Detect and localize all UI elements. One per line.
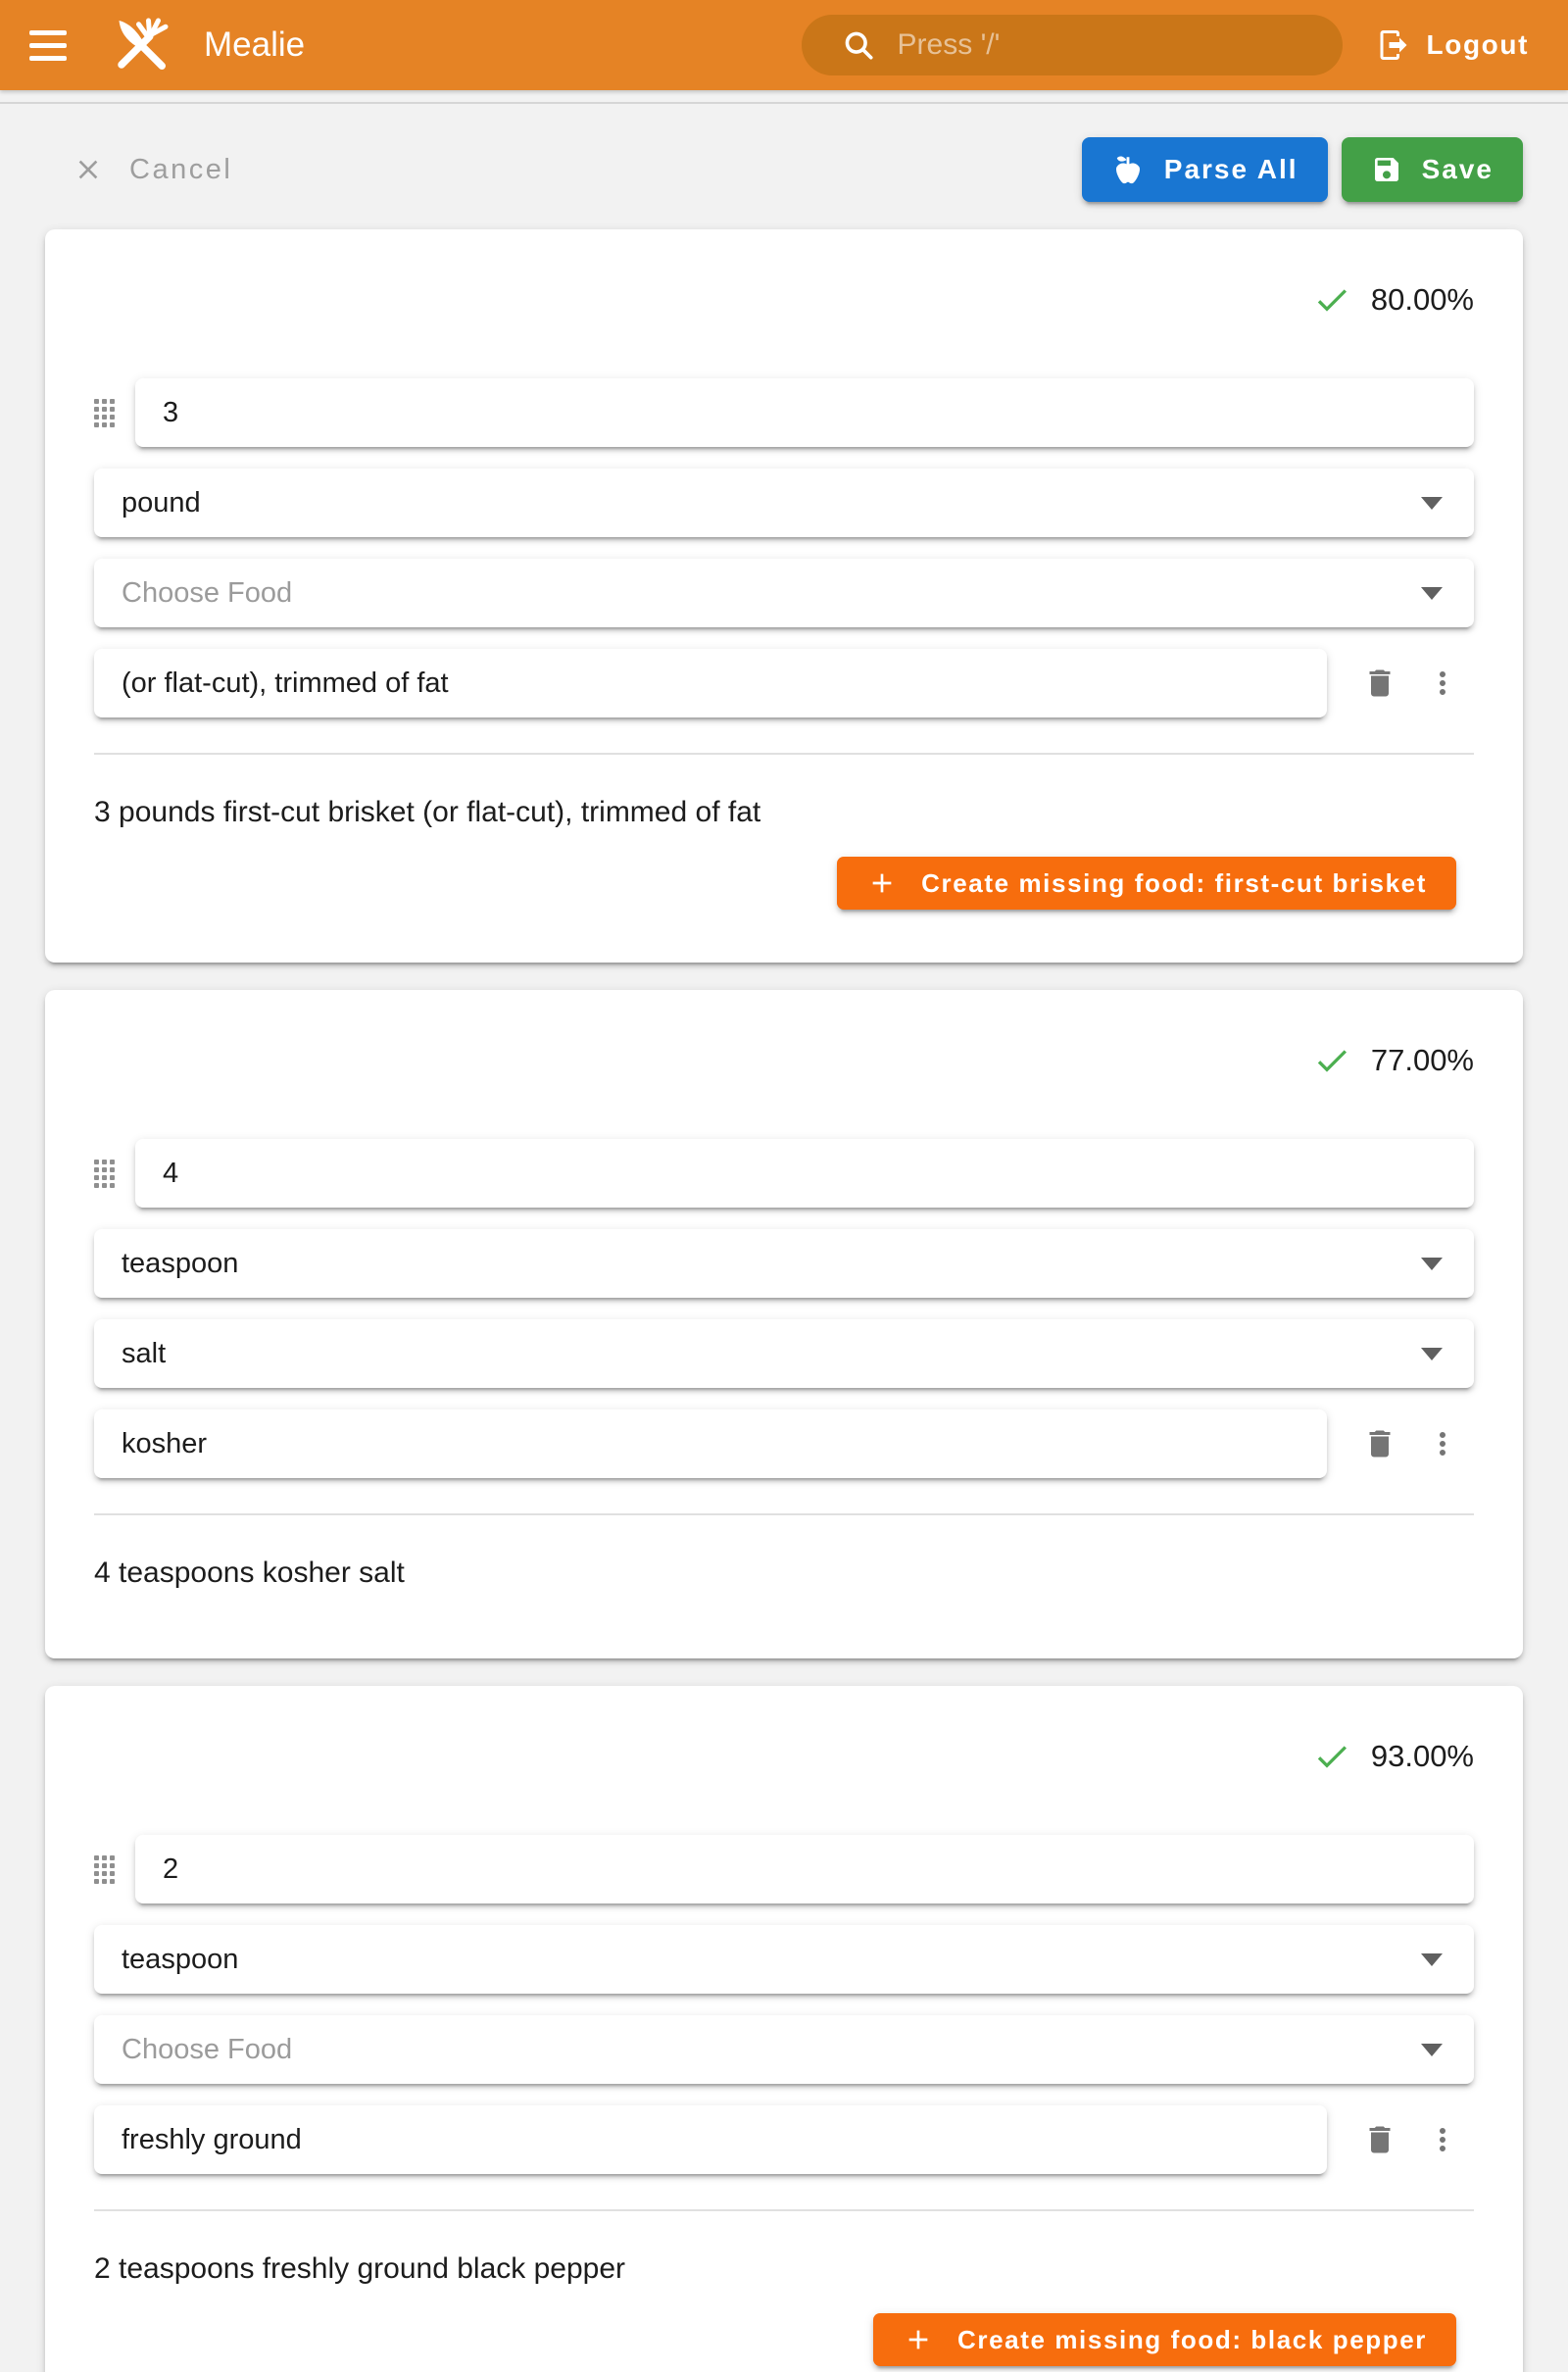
chevron-down-icon: [1421, 2044, 1443, 2056]
quantity-input[interactable]: [163, 1158, 1446, 1190]
unit-select[interactable]: [94, 1925, 1474, 1994]
unit-value: teaspoon: [122, 1943, 239, 1975]
parse-all-label: Parse All: [1163, 154, 1298, 184]
chevron-down-icon: [1421, 497, 1443, 510]
plus-icon: [903, 2324, 934, 2355]
food-placeholder: Choose Food: [122, 2033, 293, 2065]
kebab-menu-icon: [1425, 1426, 1460, 1461]
unit-select[interactable]: [94, 469, 1474, 537]
plus-icon: [866, 867, 898, 899]
logout-button[interactable]: [1376, 27, 1529, 63]
note-field-wrap: [94, 1409, 1327, 1478]
ingredient-card: [45, 1686, 1523, 2372]
unit-value: pound: [122, 486, 201, 519]
more-options-button[interactable]: [1411, 1426, 1474, 1461]
mealie-logo-icon: [112, 16, 171, 74]
unit-value: teaspoon: [122, 1247, 239, 1279]
confidence-value: 77.00%: [1370, 1043, 1474, 1077]
confidence-value: 80.00%: [1370, 282, 1474, 317]
note-field-wrap: [94, 649, 1327, 717]
delete-ingredient-button[interactable]: [1348, 2122, 1411, 2157]
logout-icon: [1376, 27, 1411, 63]
drag-handle-icon[interactable]: [94, 399, 114, 427]
save-label: Save: [1421, 154, 1494, 184]
ingredient-card: [45, 229, 1523, 963]
more-options-button[interactable]: [1411, 666, 1474, 701]
confidence-check-icon: [1312, 1737, 1351, 1776]
logout-label: Logout: [1426, 29, 1529, 60]
more-options-button[interactable]: [1411, 2122, 1474, 2157]
app-bar: [0, 0, 1568, 90]
note-input[interactable]: [122, 1428, 1299, 1460]
drag-handle-icon[interactable]: [94, 1855, 114, 1884]
card-divider: [94, 753, 1474, 755]
note-input[interactable]: [122, 2124, 1299, 2156]
card-divider: [94, 1513, 1474, 1515]
chevron-down-icon: [1421, 1953, 1443, 1966]
apple-icon: [1111, 153, 1145, 186]
trash-icon: [1362, 666, 1397, 701]
close-icon: [73, 154, 104, 185]
create-missing-food-button[interactable]: [873, 2313, 1456, 2366]
confidence-check-icon: [1312, 280, 1351, 320]
trash-icon: [1362, 2122, 1397, 2157]
original-ingredient-text: 3 pounds first-cut brisket (or flat-cut), trimmed of fat: [94, 796, 761, 828]
original-ingredient-text: 4 teaspoons kosher salt: [94, 1557, 405, 1589]
save-button[interactable]: [1342, 137, 1523, 202]
food-value: salt: [122, 1337, 167, 1369]
chevron-down-icon: [1421, 1258, 1443, 1270]
parser-toolbar: [45, 137, 1523, 202]
chevron-down-icon: [1421, 587, 1443, 600]
trash-icon: [1362, 1426, 1397, 1461]
create-missing-food-button[interactable]: [837, 857, 1456, 910]
kebab-menu-icon: [1425, 666, 1460, 701]
quantity-input[interactable]: [163, 397, 1446, 429]
quantity-input[interactable]: [163, 1853, 1446, 1886]
search-input[interactable]: [898, 28, 1317, 62]
food-select[interactable]: [94, 559, 1474, 627]
original-ingredient-text: 2 teaspoons freshly ground black pepper: [94, 2252, 626, 2285]
cancel-button[interactable]: [73, 154, 232, 186]
note-field-wrap: [94, 2105, 1327, 2174]
ingredient-card: [45, 990, 1523, 1658]
kebab-menu-icon: [1425, 2122, 1460, 2157]
delete-ingredient-button[interactable]: [1348, 1426, 1411, 1461]
cancel-label: Cancel: [129, 153, 233, 185]
chevron-down-icon: [1421, 1348, 1443, 1360]
food-placeholder: Choose Food: [122, 576, 293, 609]
header-divider: [0, 102, 1568, 104]
quantity-field-wrap: [135, 378, 1474, 447]
search-icon: [841, 27, 876, 63]
create-missing-food-label: Create missing food: first-cut brisket: [921, 867, 1427, 898]
parse-all-button[interactable]: [1082, 137, 1328, 202]
create-missing-food-label: Create missing food: black pepper: [956, 2324, 1427, 2354]
note-input[interactable]: [122, 667, 1299, 700]
unit-select[interactable]: [94, 1229, 1474, 1298]
confidence-check-icon: [1312, 1041, 1351, 1080]
app-title: Mealie: [204, 25, 306, 64]
quantity-field-wrap: [135, 1139, 1474, 1208]
quantity-field-wrap: [135, 1835, 1474, 1903]
save-icon: [1371, 154, 1402, 185]
card-divider: [94, 2209, 1474, 2211]
delete-ingredient-button[interactable]: [1348, 666, 1411, 701]
confidence-value: 93.00%: [1370, 1739, 1474, 1773]
food-select[interactable]: [94, 2015, 1474, 2084]
search-bar[interactable]: [802, 15, 1343, 75]
food-select[interactable]: [94, 1319, 1474, 1388]
drag-handle-icon[interactable]: [94, 1160, 114, 1188]
hamburger-menu-icon[interactable]: [29, 26, 69, 65]
